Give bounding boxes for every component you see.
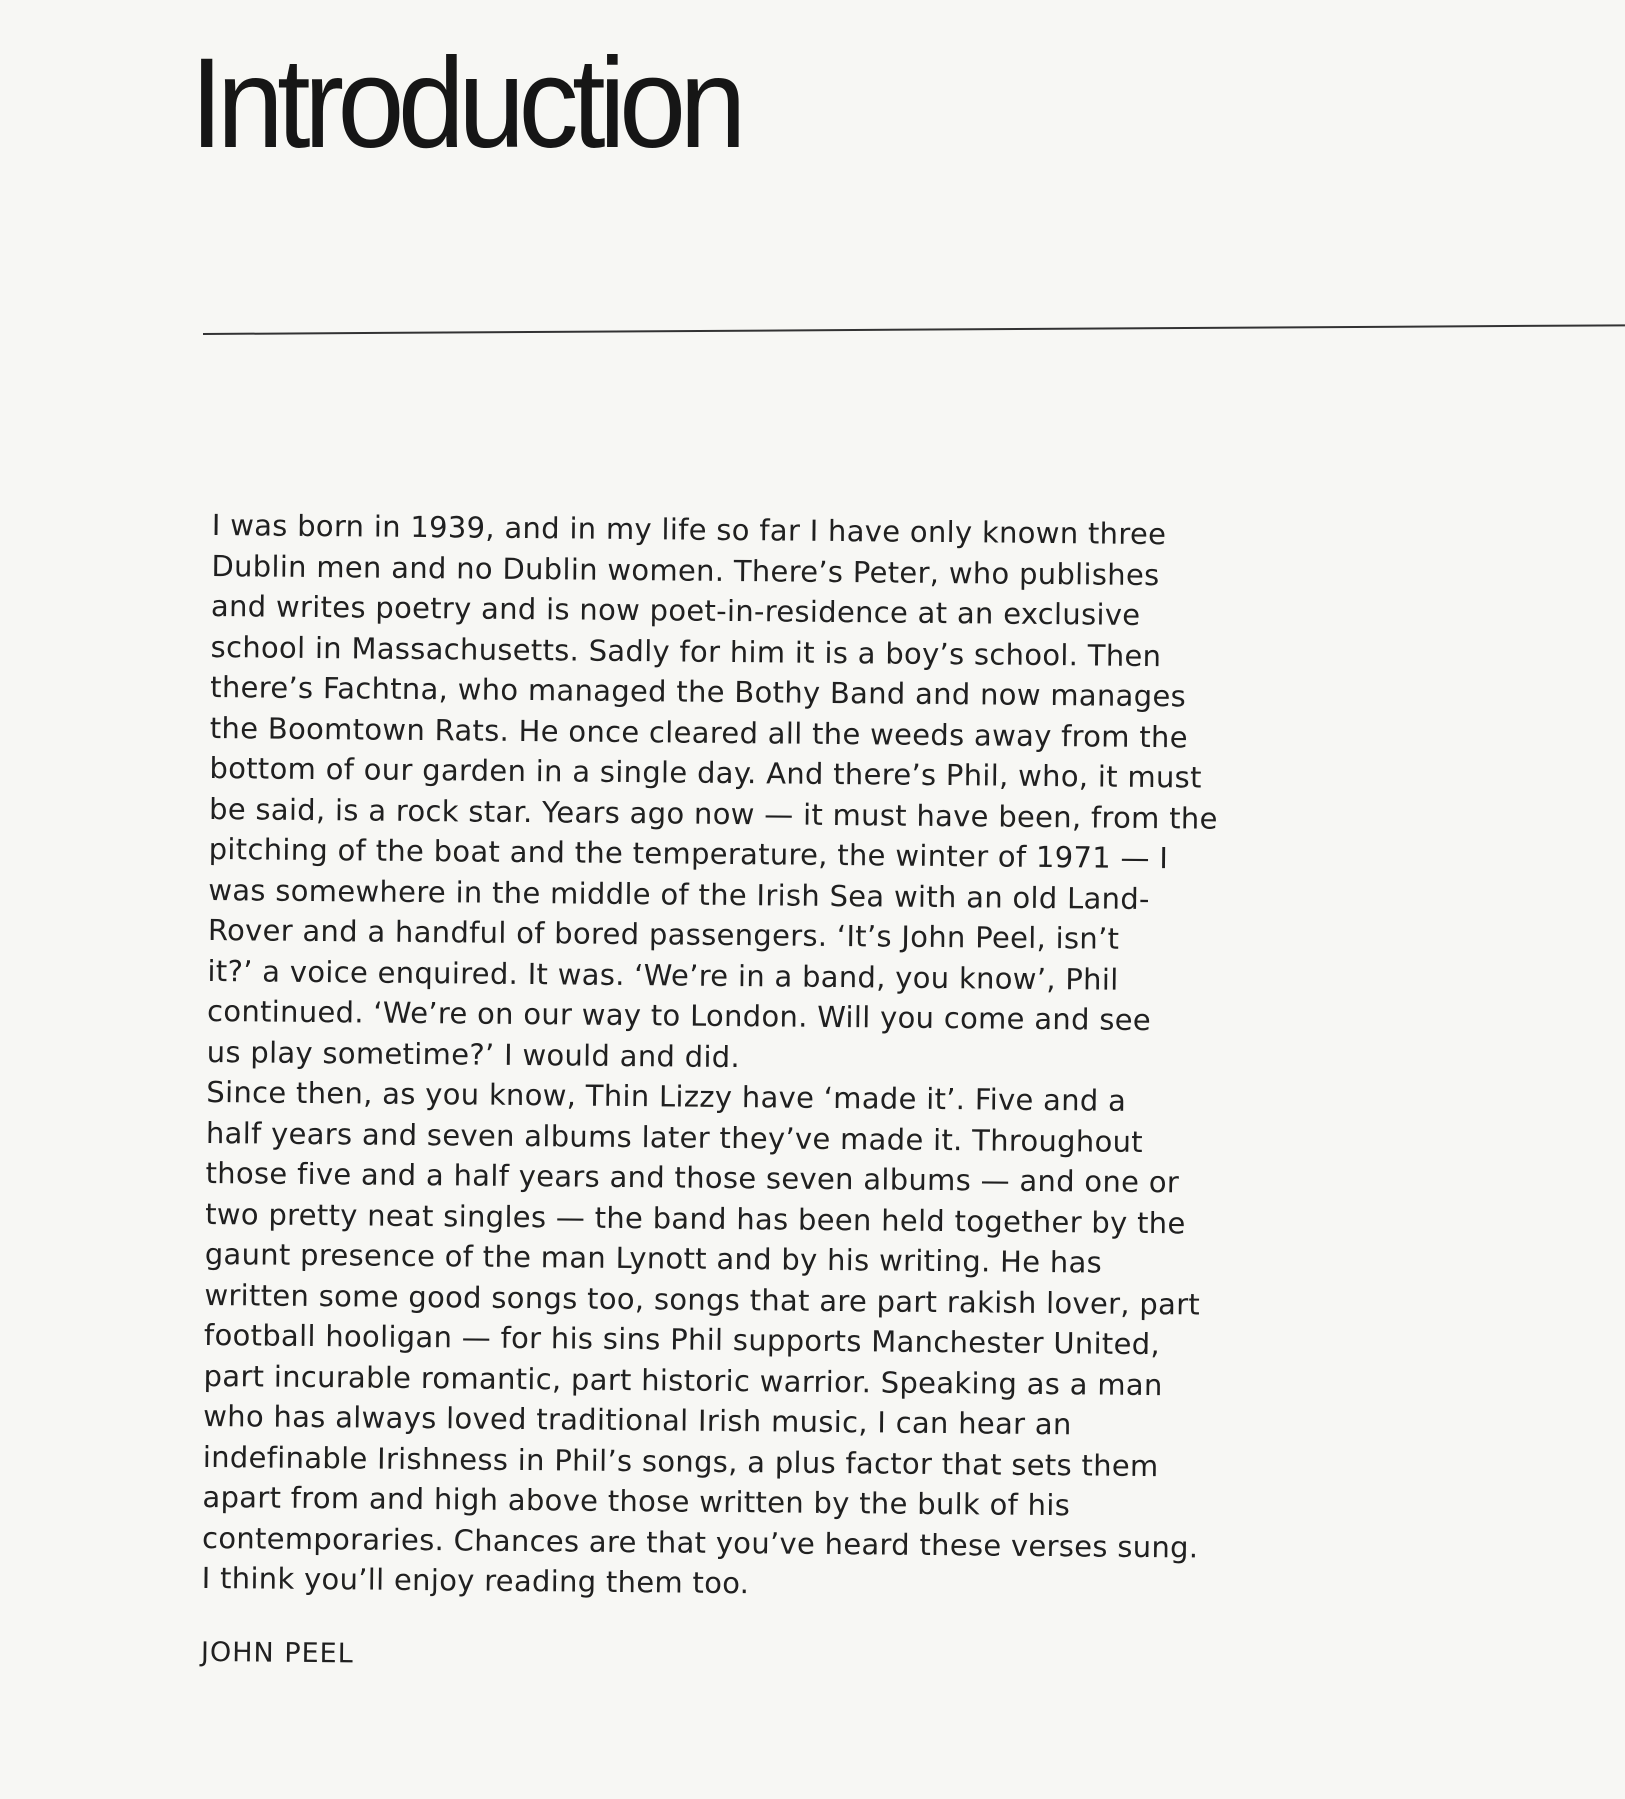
body-line: football hooligan — for his sins Phil supports Manchester United, (203, 1317, 1161, 1362)
body-line: be said, is a rock star. Years ago now — it must have been, from the (208, 791, 1218, 836)
body-line: two pretty neat singles — the band has been held together by the (205, 1196, 1186, 1240)
body-line: it?’ a voice enquired. It was. ‘We’re in a band, you know’, Phil (207, 953, 1119, 997)
body-line: pitching of the boat and the temperature, the winter of 1971 — I (208, 831, 1169, 876)
body-line: apart from and high above those written by the bulk of his (202, 1479, 1071, 1523)
body-line: Rover and a handful of bored passengers. ‘It’s John Peel, isn’t (207, 912, 1120, 956)
body-line: us play sometime?’ I would and did. (206, 1034, 741, 1074)
body-line: contemporaries. Chances are that you’ve heard these verses sung. (201, 1520, 1199, 1565)
body-line: I think you’ll enjoy reading them too. (201, 1560, 750, 1601)
body-line: was somewhere in the middle of the Irish Sea with an old Land- (208, 872, 1150, 916)
body-line: who has always loved traditional Irish music, I can hear an (203, 1398, 1072, 1442)
body-line: and writes poetry and is now poet-in-residence at an exclusive (210, 588, 1141, 632)
page-title: Introduction (190, 32, 740, 175)
body-line: school in Massachusetts. Sadly for him it is a boy’s school. Then (210, 629, 1162, 673)
body-line: written some good songs too, songs that are part rakish lover, part (204, 1277, 1201, 1322)
introduction-body (201, 505, 1332, 1678)
body-line: Dublin men and no Dublin women. There’s Peter, who publishes (211, 548, 1160, 592)
body-line: Since then, as you know, Thin Lizzy have ‘made it’. Five and a (206, 1074, 1127, 1118)
body-line: gaunt presence of the man Lynott and by his writing. He has (204, 1236, 1103, 1280)
body-line: half years and seven albums later they’ve made it. Throughout (205, 1115, 1144, 1159)
author-signature: JOHN PEEL (200, 1636, 354, 1669)
body-line: the Boomtown Rats. He once cleared all the weeds away from the (209, 710, 1189, 754)
body-line: those five and a half years and those seven albums — and one or (205, 1155, 1180, 1200)
body-line: continued. ‘We’re on our way to London. Will you come and see (206, 993, 1152, 1038)
body-line: part incurable romantic, part historic warrior. Speaking as a man (203, 1358, 1163, 1402)
body-line: I was born in 1939, and in my life so far I have only known three (211, 507, 1167, 552)
horizontal-divider (203, 324, 1625, 335)
body-line: there’s Fachtna, who managed the Bothy Band and now manages (210, 669, 1187, 714)
body-line: indefinable Irishness in Phil’s songs, a plus factor that sets them (202, 1439, 1159, 1483)
body-line: bottom of our garden in a single day. And there’s Phil, who, it must (209, 750, 1202, 795)
